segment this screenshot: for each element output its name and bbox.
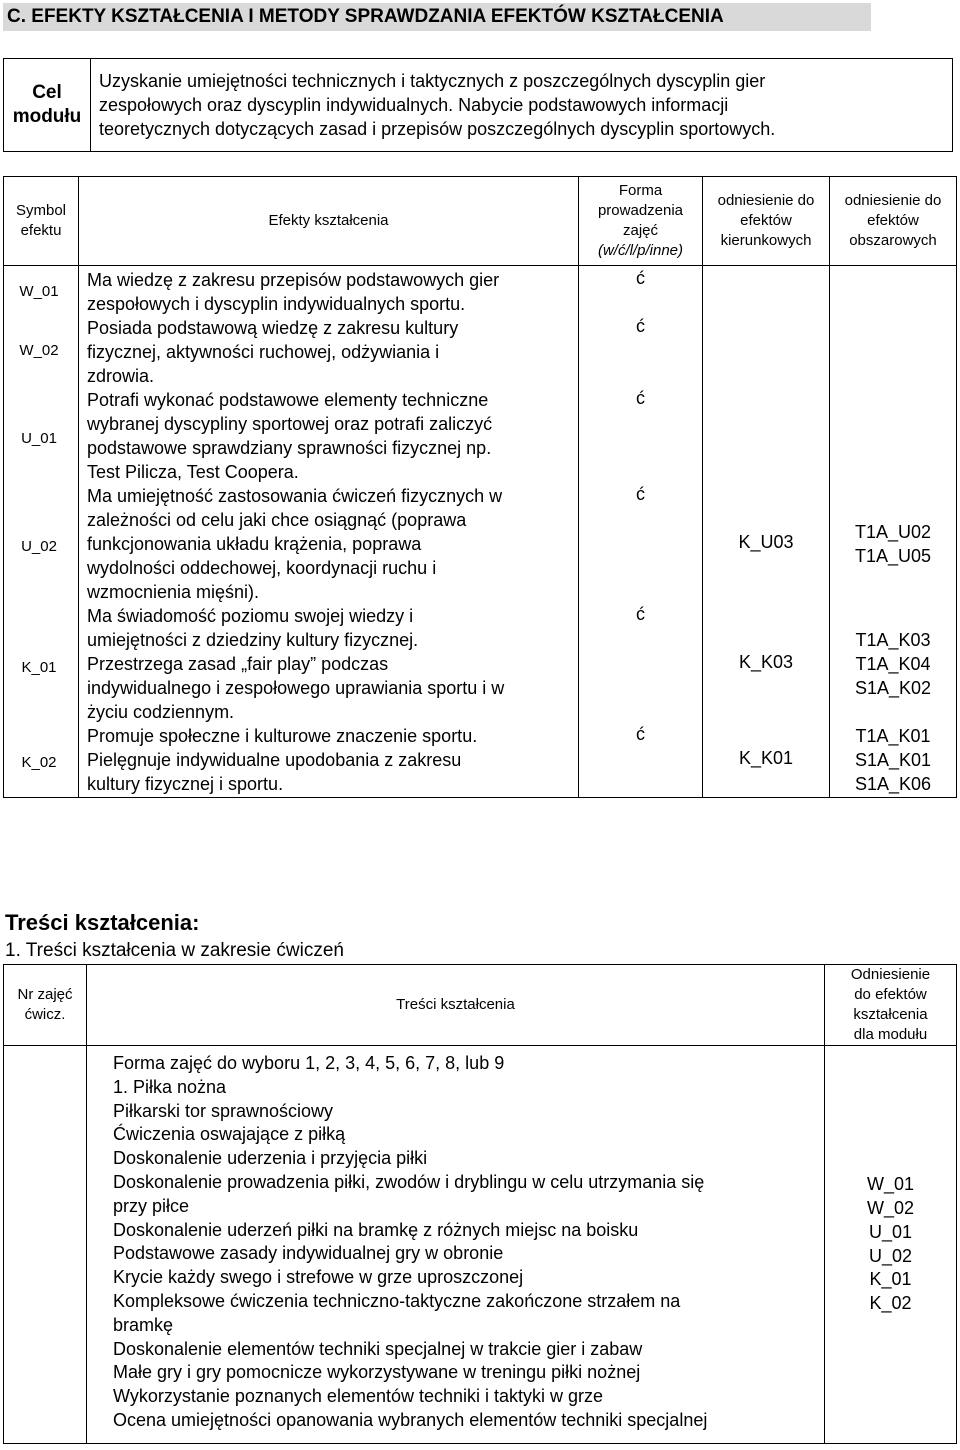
obszarowe-code: T1A_K04: [855, 654, 931, 674]
obszarowe-code: S1A_K01: [854, 750, 932, 770]
tresci-line: Forma zajęć do wyboru 1, 2, 3, 4, 5, 6, 7, 8, lub 9: [113, 1053, 505, 1073]
obszarowe-code: S1A_K06: [854, 774, 932, 794]
header-text: efektów: [740, 212, 792, 229]
header-text: Odniesienie: [850, 966, 931, 983]
obszarowe-code: T1A_K01: [855, 726, 931, 746]
tresci-line: Kompleksowe ćwiczenia techniczno-taktyczne zakończone strzałem na: [113, 1290, 681, 1311]
kierunkowe-cell: K_K03: [738, 652, 794, 672]
cel-text-line: Uzyskanie umiejętności technicznych i taktycznych z poszczególnych dyscyplin gier: [99, 71, 766, 91]
effect-line: podstawowe sprawdziany sprawności fizycznej np.: [87, 438, 492, 458]
header-text: efektów: [867, 212, 919, 229]
effect-line: Promuje społeczne i kulturowe znaczenie sportu.: [87, 726, 478, 746]
header-symbol: [4, 177, 79, 266]
forma-cell: ć: [636, 268, 645, 288]
cel-text-line: teoretycznych dotyczących zasad i przepisów poszczególnych dyscyplin sportowych.: [99, 119, 776, 139]
header-nr: [4, 965, 87, 1046]
obszarowe-cell: [830, 724, 956, 796]
effect-line: zależności od celu jaki chce osiągnąć (poprawa: [87, 510, 467, 530]
effects-column: [79, 266, 579, 798]
header-kierunkowe: [703, 177, 830, 266]
header-text: odniesienie do: [717, 192, 815, 209]
tresci-line: bramkę: [113, 1314, 174, 1335]
effect-line: Test Pilicza, Test Coopera.: [87, 462, 299, 482]
symbol-cell: K_02: [21, 754, 57, 771]
header-odniesienie: [825, 965, 957, 1046]
header-tresci: Treści kształcenia: [87, 965, 825, 1046]
effect-line: Ma świadomość poziomu swojej wiedzy i: [87, 606, 414, 626]
kierunkowe-cell: K_U03: [738, 532, 794, 552]
symbol-cell: W_02: [19, 342, 59, 359]
header-text: do efektów: [854, 986, 927, 1003]
effect-line: umiejętności z dziedziny kultury fizycznej.: [87, 630, 419, 650]
forma-cell: ć: [636, 724, 645, 744]
forma-cell: ć: [636, 388, 645, 408]
header-efekty: Efekty kształcenia: [79, 177, 579, 266]
effect-line: wydolności oddechowej, koordynacji ruchu i: [87, 558, 437, 578]
symbol-cell: U_02: [21, 538, 57, 555]
obszarowe-code: T1A_K03: [855, 630, 931, 650]
forma-cell: ć: [636, 484, 645, 504]
effect-line: Pielęgnuje indywidualne upodobania z zakresu: [87, 750, 462, 770]
ref-code: K_02: [869, 1293, 912, 1314]
tresci-heading: Treści kształcenia:: [5, 910, 200, 935]
header-text: dla modułu: [853, 1026, 928, 1043]
forma-column: [579, 266, 703, 798]
tresci-line: Ćwiczenia oswajające z piłką: [113, 1124, 346, 1145]
symbol-cell: U_01: [21, 430, 57, 447]
header-text: Forma: [618, 182, 663, 199]
header-text: efektu: [20, 222, 62, 239]
header-text: Symbol: [15, 202, 67, 219]
tresci-line: Podstawowe zasady indywidualnej gry w obronie: [113, 1243, 504, 1264]
header-text: zajęć: [622, 222, 659, 239]
header-forma: [579, 177, 703, 266]
kierunkowe-cell: K_K01: [738, 748, 794, 768]
tresci-line: Wykorzystanie poznanych elementów techniki i taktyki w grze: [113, 1386, 604, 1407]
tresci-line: Małe gry i gry pomocnicze wykorzystywane w treningu piłki nożnej: [113, 1362, 641, 1383]
cel-text-line: zespołowych oraz dyscyplin indywidualnych. Nabycie podstawowych informacji: [99, 95, 729, 115]
tresci-list: [87, 1046, 825, 1444]
obszarowe-code: T1A_U02: [854, 522, 932, 542]
tresci-line: Piłkarski tor sprawnościowy: [113, 1100, 334, 1121]
obszarowe-code: T1A_U05: [854, 546, 932, 566]
effect-line: Potrafi wykonać podstawowe elementy techniczne: [87, 390, 489, 410]
tresci-line: Doskonalenie prowadzenia piłki, zwodów i dryblingu w celu utrzymania się: [113, 1171, 705, 1192]
symbol-column: [4, 266, 79, 798]
header-text: prowadzenia: [597, 202, 684, 219]
header-text: (w/ć/l/p/inne): [597, 242, 684, 259]
tresci-line: Krycie każdy swego i strefowe w grze uproszczonej: [113, 1267, 524, 1288]
effect-line: zespołowych i dyscyplin indywidualnych sportu.: [87, 294, 466, 314]
efekty-table: [3, 176, 957, 798]
effect-line: kultury fizycznej i sportu.: [87, 774, 284, 794]
obszarowe-cell: [830, 520, 956, 568]
obszarowe-cell: [830, 628, 956, 700]
header-text: ćwicz.: [24, 1006, 66, 1023]
cel-modulu-label: [4, 59, 91, 152]
tresci-line: Ocena umiejętności opanowania wybranych elementów techniki specjalnej: [113, 1409, 708, 1430]
cel-label-line: Cel: [32, 82, 62, 103]
effect-line: wybranej dyscypliny sportowej oraz potrafi zaliczyć: [87, 414, 493, 434]
tresci-line: Doskonalenie elementów techniki specjalnej w trakcie gier i zabaw: [113, 1338, 643, 1359]
header-text: odniesienie do: [844, 192, 942, 209]
tresci-line: 1. Piłka nożna: [113, 1076, 227, 1097]
tresci-line: Doskonalenie uderzeń piłki na bramkę z różnych miejsc na boisku: [113, 1219, 639, 1240]
obszarowe-code: S1A_K02: [854, 678, 932, 698]
effect-line: Ma umiejętność zastosowania ćwiczeń fizycznych w: [87, 486, 503, 506]
effect-line: funkcjonowania układu krążenia, poprawa: [87, 534, 422, 554]
effect-line: Przestrzega zasad „fair play” podczas: [87, 654, 389, 674]
refs-column: [825, 1046, 957, 1444]
cel-modulu-table: [3, 58, 953, 152]
obszarowe-column: [830, 266, 957, 798]
tresci-line: Doskonalenie uderzenia i przyjęcia piłki: [113, 1148, 428, 1169]
forma-cell: ć: [636, 316, 645, 336]
header-text: obszarowych: [849, 232, 937, 249]
effect-line: zdrowia.: [87, 366, 155, 386]
symbol-cell: K_01: [21, 659, 57, 676]
cel-label-line: modułu: [12, 106, 82, 127]
effect-line: fizycznej, aktywności ruchowej, odżywiania i: [87, 342, 440, 362]
effect-line: wzmocnienia mięśni).: [87, 582, 260, 602]
kierunkowe-column: [703, 266, 830, 798]
header-text: kierunkowych: [720, 232, 812, 249]
ref-code: K_01: [869, 1269, 912, 1290]
symbol-cell: W_01: [19, 283, 59, 300]
header-text: Nr zajęć: [17, 986, 73, 1003]
ref-code: U_02: [868, 1245, 913, 1266]
ref-code: W_01: [866, 1174, 915, 1195]
header-obszarowe: [830, 177, 957, 266]
ref-code: W_02: [866, 1197, 915, 1218]
tresci-table: [3, 964, 957, 1444]
effect-line: życiu codziennym.: [87, 702, 235, 722]
tresci-line: przy piłce: [113, 1195, 190, 1216]
cel-modulu-text: [91, 59, 953, 152]
tresci-subheading: 1. Treści kształcenia w zakresie ćwiczeń: [5, 940, 344, 961]
effect-line: Ma wiedzę z zakresu przepisów podstawowych gier: [87, 270, 500, 290]
section-heading: C. EFEKTY KSZTAŁCENIA I METODY SPRAWDZANIA EFEKTÓW KSZTAŁCENIA: [3, 3, 871, 31]
ref-code: U_01: [868, 1221, 913, 1242]
header-text: kształcenia: [853, 1006, 928, 1023]
effect-line: indywidualnego i zespołowego uprawiania sportu i w: [87, 678, 505, 698]
forma-cell: ć: [636, 604, 645, 624]
nr-cell: [4, 1046, 87, 1444]
effect-line: Posiada podstawową wiedzę z zakresu kultury: [87, 318, 459, 338]
